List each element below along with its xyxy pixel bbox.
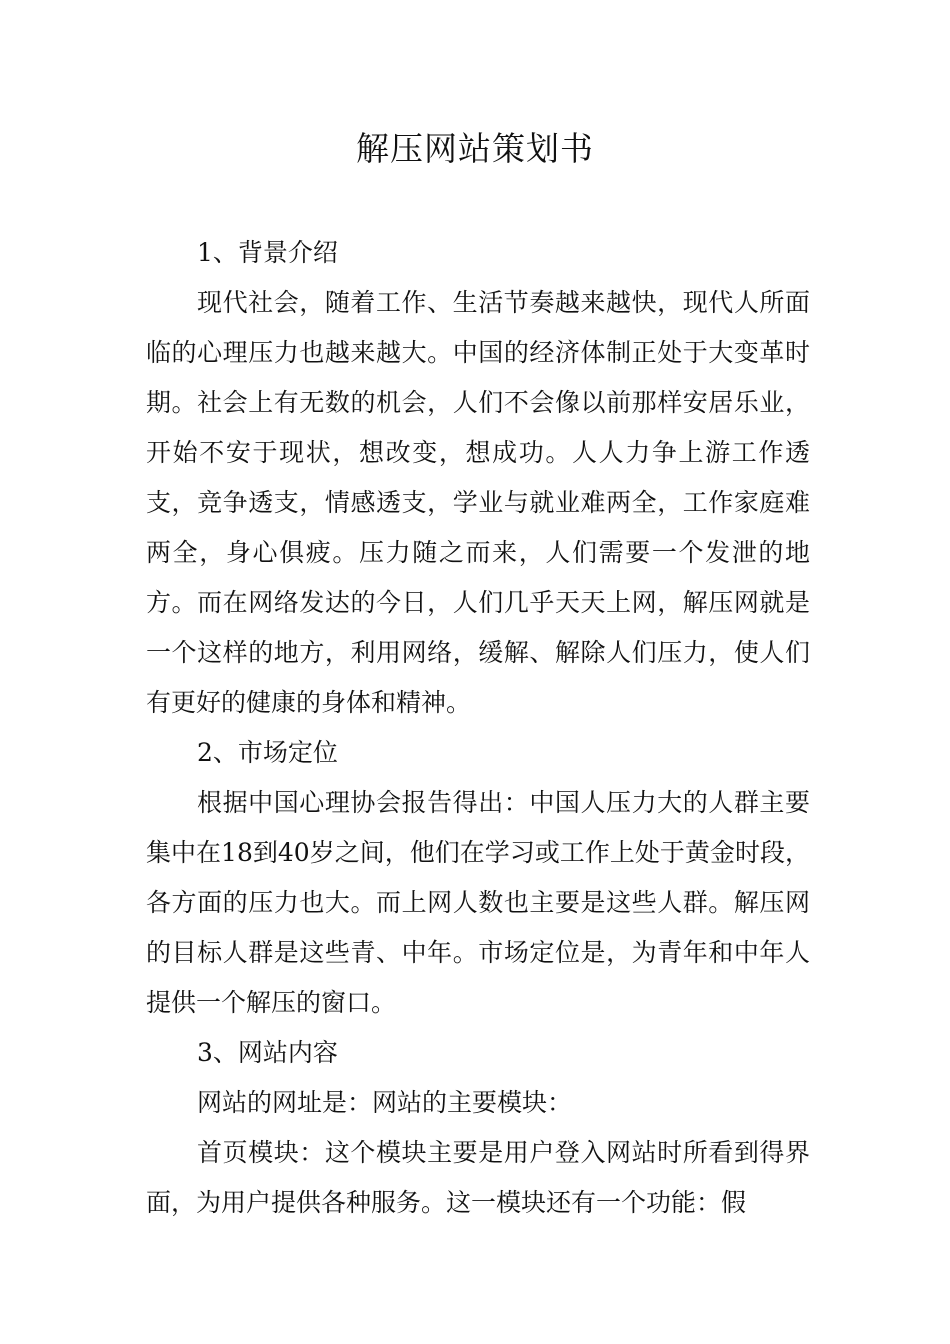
paragraph-site-url: 网站的网址是：网站的主要模块： xyxy=(197,1088,573,1117)
section-heading-market: 2、市场定位 xyxy=(197,738,338,767)
section-heading-content: 3、网站内容 xyxy=(197,1038,338,1067)
paragraph-market: 根据中国心理协会报告得出：中国人压力大的人群主要集中在18到40岁之间，他们在学习或工作上处于黄金时段，各方面的压力也大。而上网人数也主要是这些人群。解压网的目标人群是这些青、中年。市场定位是，为青年和中年人提供一个解压的窗口。 xyxy=(146,788,810,1017)
document-title: 解压网站策划书 xyxy=(356,129,594,168)
paragraph-background: 现代社会，随着工作、生活节奏越来越快，现代人所面临的心理压力也越来越大。中国的经济体制正处于大变革时期。社会上有无数的机会，人们不会像以前那样安居乐业，开始不安于现状，想改变，想成功。人人力争上游工作透支，竞争透支，情感透支，学业与就业难两全，工作家庭难两全，身心俱疲。压力随之而来，人们需要一个发泄的地方。而在网络发达的今日，人们几乎天天上网，解压网就是一个这样的地方，利用网络，缓解、解除人们压力，使人们有更好的健康的身体和精神。 xyxy=(146,288,810,717)
document-body xyxy=(146,228,810,1228)
section-heading-background: 1、背景介绍 xyxy=(197,238,338,267)
paragraph-homepage-module: 首页模块：这个模块主要是用户登入网站时所看到得界面，为用户提供各种服务。这一模块还有一个功能：假 xyxy=(146,1138,810,1217)
